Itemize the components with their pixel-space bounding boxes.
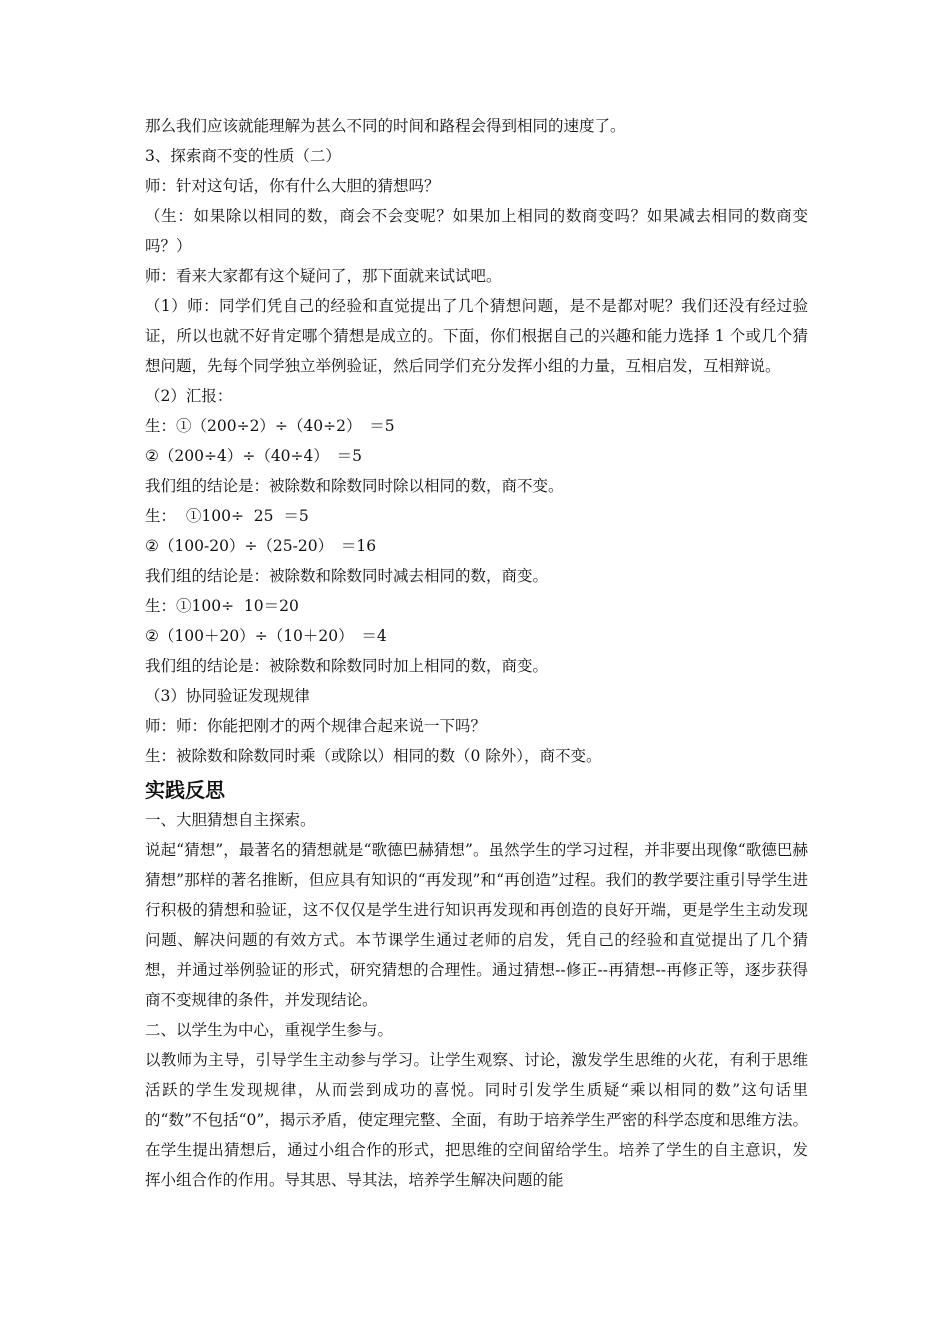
text-line: 一、大胆猜想自主探索。 bbox=[145, 811, 316, 829]
equation-line: 生： ①100÷ 25 ＝5 bbox=[145, 507, 309, 525]
text-line: （3）协同验证发现规律 bbox=[145, 687, 310, 705]
text-paragraph: 以教师为主导，引导学生主动参与学习。让学生观察、讨论，激发学生思维的火花，有利于思维活跃的学生发现规律，从而尝到成功的喜悦。同时引发学生质疑“乘以相同的数”这句话里的“数”不包括“0”，揭示矛盾，使定理完整、全面，有助于培养学生严密的科学态度和思维方法。在学生提出猜想后，通过小组合作的形式，把思维的空间留给学生。培养了学生的自主意识，发挥小组合作的作用。导其思、导其法，培养学生解决问题的能 bbox=[145, 1051, 808, 1189]
section-heading: 实践反思 bbox=[145, 778, 225, 802]
conclusion-line: 我们组的结论是：被除数和除数同时除以相同的数，商不变。 bbox=[145, 477, 564, 495]
text-line: 二、以学生为中心，重视学生参与。 bbox=[145, 1021, 394, 1039]
subsection-title: 3、探索商不变的性质（二） bbox=[145, 147, 341, 165]
text-line: 生：被除数和除数同时乘（或除以）相同的数（0 除外），商不变。 bbox=[145, 747, 602, 765]
text-paragraph: 说起“猜想”，最著名的猜想就是“歌德巴赫猜想”。虽然学生的学习过程，并非要出现像“歌德巴赫猜想”那样的著名推断，但应具有知识的“再发现”和“再创造”过程。我们的教学要注重引导学生进行积极的猜想和验证，这不仅仅是学生进行知识再发现和再创造的良好开端，更是学生主动发现问题、解决问题的有效方式。本节课学生通过老师的启发，凭自己的经验和直觉提出了几个猜想，并通过举例验证的形式，研究猜想的合理性。通过猜想--修正--再猜想--再修正等，逐步获得商不变规律的条件，并发现结论。 bbox=[145, 841, 808, 1009]
text-paragraph: （1）师：同学们凭自己的经验和直觉提出了几个猜想问题，是不是都对呢？我们还没有经过验证，所以也就不好肯定哪个猜想是成立的。下面，你们根据自己的兴趣和能力选择 1 个或几个猜想问题，先每个同学独立举例验证，然后同学们充分发挥小组的力量，互相启发，互相辩说。 bbox=[145, 297, 808, 375]
equation-line: ②（100＋20）÷（10＋20） ＝4 bbox=[145, 627, 387, 645]
equation-line: 生：①（200÷2）÷（40÷2） ＝5 bbox=[145, 417, 395, 435]
conclusion-line: 我们组的结论是：被除数和除数同时加上相同的数，商变。 bbox=[145, 657, 549, 675]
text-line: 那么我们应该就能理解为甚么不同的时间和路程会得到相同的速度了。 bbox=[145, 117, 626, 135]
text-line: （2）汇报： bbox=[145, 387, 233, 405]
text-line: 师：师：你能把刚才的两个规律合起来说一下吗？ bbox=[145, 717, 487, 735]
equation-line: ②（100-20）÷（25-20） ＝16 bbox=[145, 537, 377, 555]
text-paragraph: （生：如果除以相同的数，商会不会变呢？如果加上相同的数商变吗？如果减去相同的数商变吗？） bbox=[145, 207, 808, 255]
equation-line: ②（200÷4）÷（40÷4） ＝5 bbox=[145, 447, 363, 465]
equation-line: 生：①100÷ 10＝20 bbox=[145, 597, 299, 615]
text-line: 师：针对这句话，你有什么大胆的猜想吗？ bbox=[145, 177, 440, 195]
text-line: 师：看来大家都有这个疑问了，那下面就来试试吧。 bbox=[145, 267, 502, 285]
conclusion-line: 我们组的结论是：被除数和除数同时减去相同的数，商变。 bbox=[145, 567, 549, 585]
document-page bbox=[145, 111, 808, 1195]
